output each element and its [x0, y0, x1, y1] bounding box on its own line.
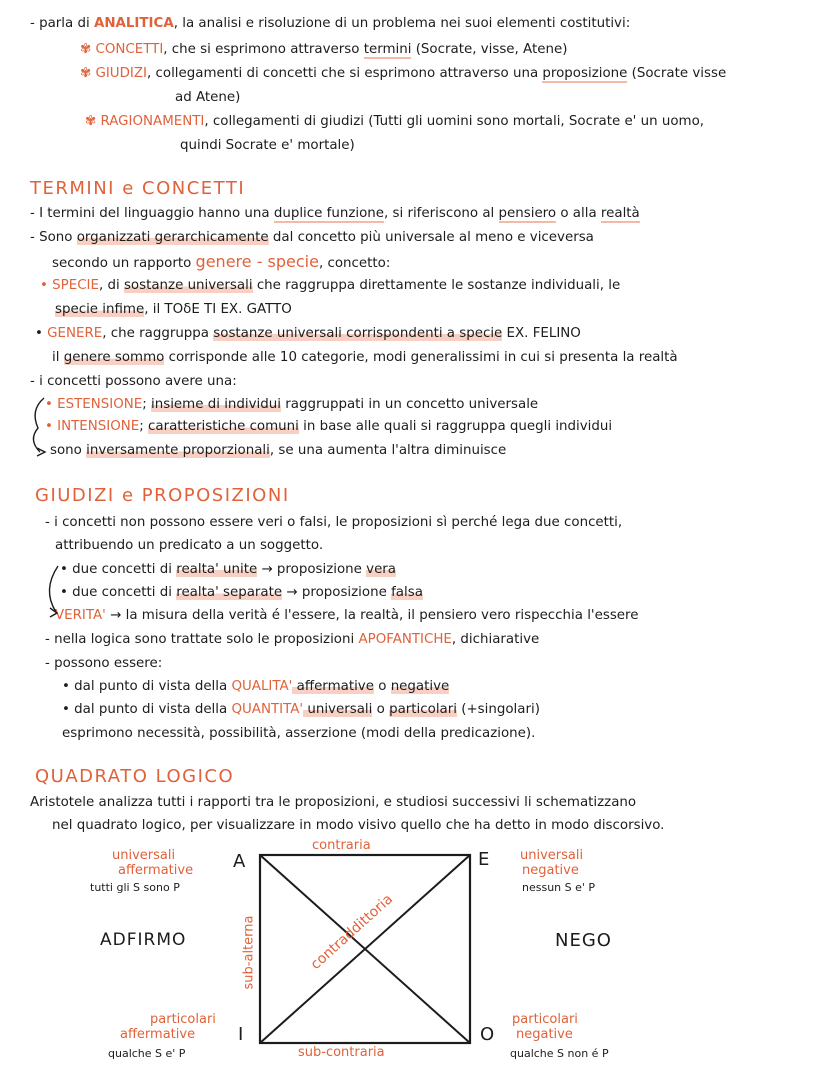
flower-bullet-icon: ✾ [85, 114, 101, 129]
letter-e: E [478, 849, 491, 870]
flower-bullet-icon: ✾ [80, 66, 96, 81]
heading-termini: TERMINI e CONCETTI [30, 178, 246, 199]
bracket-verita [49, 566, 58, 612]
arrow-icon [50, 608, 57, 617]
intro-concetti: ✾ CONCETTI, che si esprimono attraverso termini (Socrate, visse, Atene) [80, 42, 568, 57]
heading-giudizi: GIUDIZI e PROPOSIZIONI [35, 485, 290, 506]
label-contraddittoria: contraddittoria [307, 891, 397, 974]
intro-ragionamenti: ✾ RAGIONAMENTI, collegamenti di giudizi (Tutti gli uomini sono mortali, Socrate e' un uomo, [85, 114, 705, 129]
label-nego: NEGO [555, 930, 612, 951]
heading-quadrato: QUADRATO LOGICO [35, 766, 235, 787]
bracket-concetti [33, 398, 44, 452]
giudizi-falsa: • due concetti di realta' separate → proposizione falsa [60, 585, 423, 600]
label-subcontraria: sub-contraria [298, 1045, 385, 1060]
giudizi-qualita: • dal punto di vista della QUALITA' affermative o negative [62, 679, 450, 694]
termini-inversamente: sono inversamente proporzionali, se una aumenta l'altra diminuisce [50, 443, 507, 458]
termini-line-2: - Sono organizzati gerarchicamente dal concetto più universale al meno e viceversa [30, 230, 594, 245]
label-contraria: contraria [312, 838, 371, 853]
termini-specie-cont: specie infime, il TOδE TI EX. GATTO [55, 302, 292, 317]
giudizi-possono: - possono essere: [45, 656, 163, 671]
giudizi-verita: VERITA' → la misura della verità é l'essere, la realtà, il pensiero vero rispecchia l'essere [55, 608, 639, 623]
letter-o: O [480, 1024, 496, 1045]
i-example: qualche S e' P [108, 1047, 186, 1060]
e-negative: negative [522, 863, 579, 878]
termini-estensione: • ESTENSIONE; insieme di individui raggruppati in un concetto universale [45, 397, 539, 412]
termini-line-3: secondo un rapporto genere - specie, concetto: [52, 252, 391, 271]
a-affermative: affermative [118, 863, 194, 878]
a-universali: universali [112, 848, 176, 863]
intro-line-1: - parla di ANALITICA, la analisi e risoluzione di un problema nei suoi elementi costitutivi: [30, 16, 631, 31]
letter-i: I [238, 1024, 245, 1045]
termini-line-8: - i concetti possono avere una: [30, 374, 237, 389]
intro-giudizi: ✾ GIUDIZI, collegamenti di concetti che si esprimono attraverso una proposizione (Socrate visse [80, 66, 727, 81]
giudizi-quantita: • dal punto di vista della QUANTITA' universali o particolari (+singolari) [62, 702, 540, 717]
letter-a: A [233, 851, 247, 872]
i-affermative: affermative [120, 1027, 196, 1042]
quadrato-line-1: Aristotele analizza tutti i rapporti tra le proposizioni, e studiosi successivi li schematizzano [30, 795, 637, 810]
o-example: qualche S non é P [510, 1047, 609, 1060]
giudizi-apofantiche: - nella logica sono trattate solo le proposizioni APOFANTICHE, dichiarative [45, 632, 540, 647]
intro-ragionamenti-cont: quindi Socrate e' mortale) [180, 138, 355, 153]
termini-line-1: - I termini del linguaggio hanno una duplice funzione, si riferiscono al pensiero o alla realtà [30, 206, 640, 221]
o-particolari: particolari [512, 1012, 578, 1027]
label-affirmo: ADFIRMO [100, 930, 187, 950]
giudizi-line-1: - i concetti non possono essere veri o falsi, le proposizioni sì perché lega due concetti, [45, 515, 623, 530]
giudizi-modi: esprimono necessità, possibilità, asserzione (modi della predicazione). [62, 726, 536, 741]
arrow-icon [37, 448, 45, 456]
o-negative: negative [516, 1027, 573, 1042]
i-particolari: particolari [150, 1012, 216, 1027]
giudizi-line-2: attribuendo un predicato a un soggetto. [55, 538, 324, 553]
e-example: nessun S e' P [522, 881, 596, 894]
termini-genere-sommo: il genere sommo corrisponde alle 10 categorie, modi generalissimi in cui si presenta la realtà [52, 350, 678, 365]
e-universali: universali [520, 848, 584, 863]
termini-genere: • GENERE, che raggruppa sostanze universali corrispondenti a specie EX. FELINO [35, 326, 581, 341]
a-example: tutti gli S sono P [90, 881, 180, 894]
giudizi-vera: • due concetti di realta' unite → proposizione vera [60, 562, 397, 577]
flower-bullet-icon: ✾ [80, 42, 96, 57]
intro-giudizi-cont: ad Atene) [175, 90, 241, 105]
quadrato-line-2: nel quadrato logico, per visualizzare in modo visivo quello che ha detto in modo discorsivo. [52, 818, 665, 833]
termini-specie: • SPECIE, di sostanze universali che raggruppa direttamente le sostanze individuali, le [40, 278, 621, 293]
label-subalterna: sub-alterna [241, 915, 257, 990]
termini-intensione: • INTENSIONE; caratteristiche comuni in base alle quali si raggruppa quegli individui [45, 419, 613, 434]
